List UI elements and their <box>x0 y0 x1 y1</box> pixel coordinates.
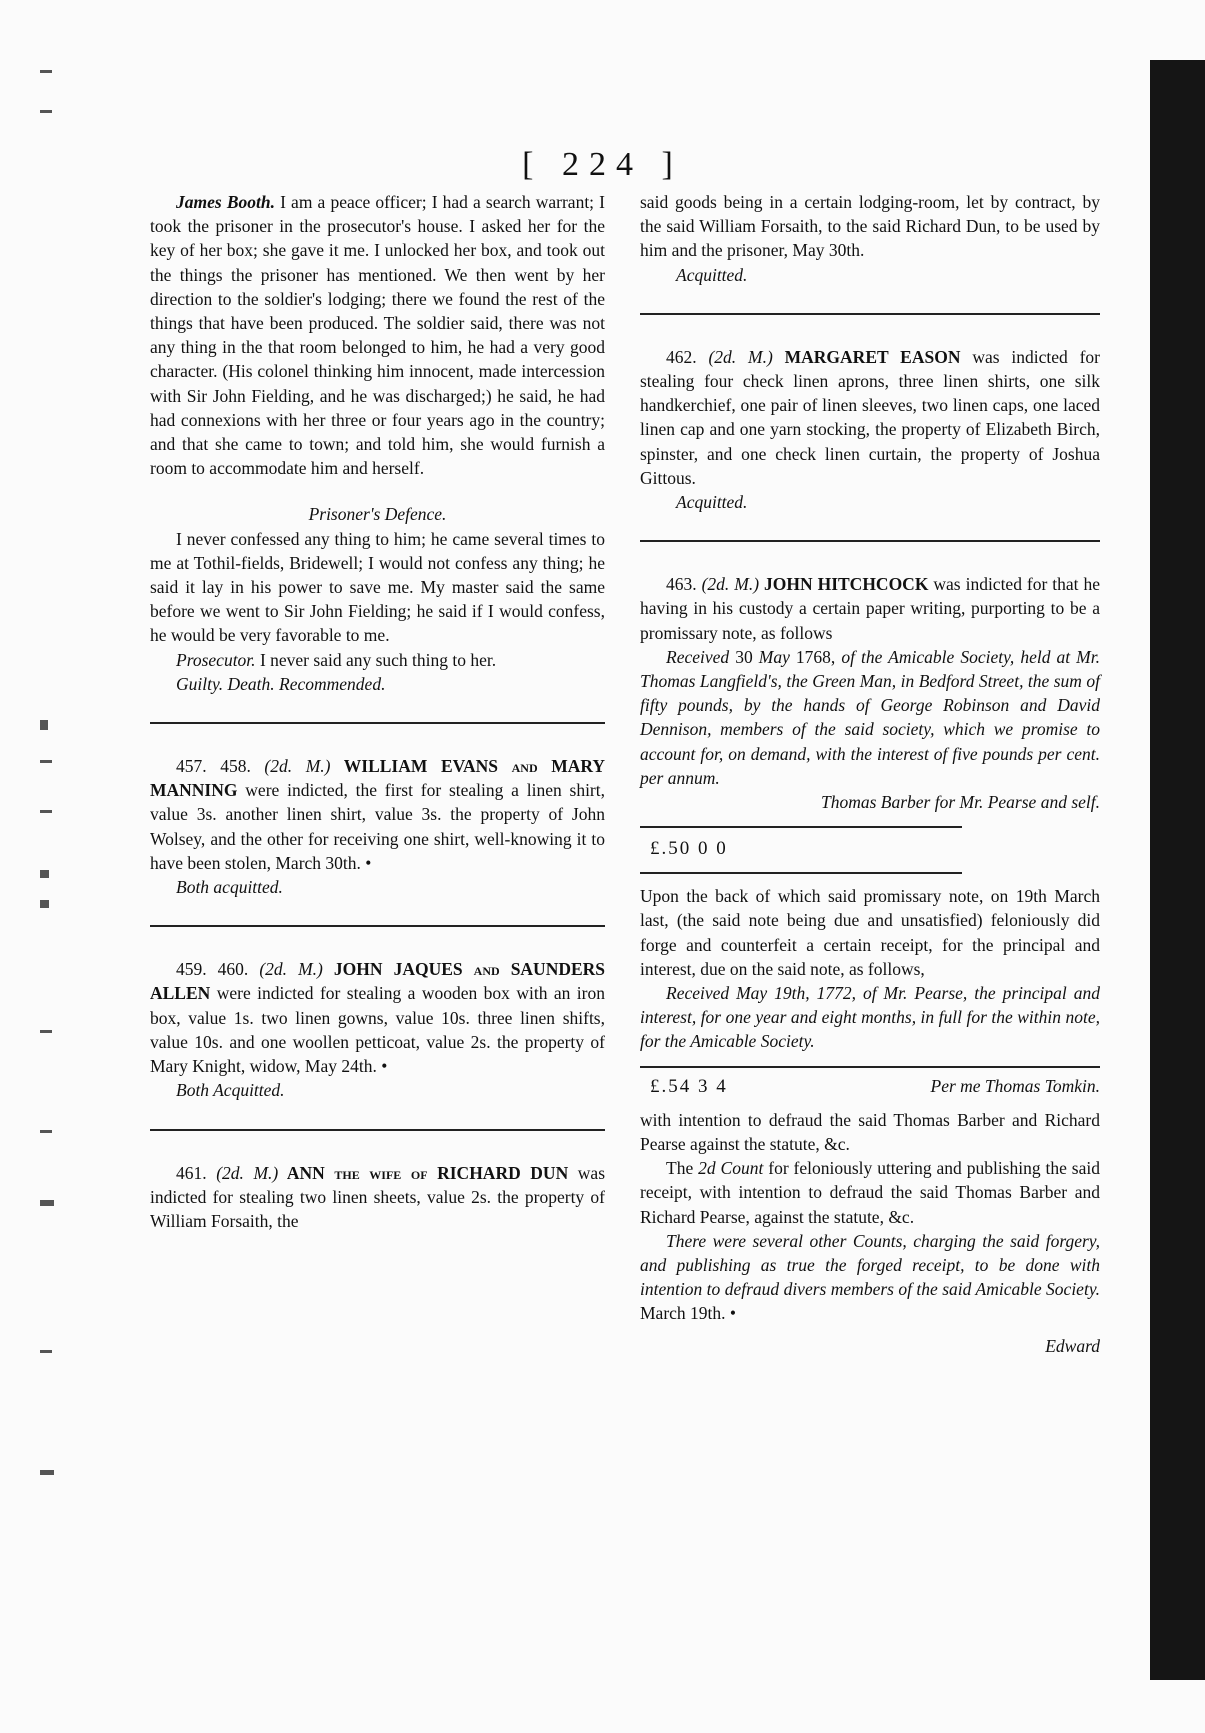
text-run: There were several other Counts, charging the said forgery, and publishing as true the forged receipt, to be done with intention to defraud divers members of the said Amicable Society. <box>640 1230 1100 1300</box>
second-count <box>640 1156 1100 1229</box>
receipt-amount: £.54 3 4 <box>650 1075 728 1097</box>
text-run: WILLIAM EVANS and MARY MANNING <box>150 756 606 801</box>
forged-receipt: Received May 19th, 1772, of Mr. Pearse, the principal and interest, for one year and eight months, in full for the within note, for the Amicable Society. <box>640 983 1100 1052</box>
receipt-amount-row <box>640 1066 1100 1098</box>
divider <box>150 1129 605 1131</box>
case-462 <box>640 345 1100 490</box>
text-run: James Booth. <box>176 192 275 212</box>
text-run: JOHN JAQUES and SAUNDERS ALLEN <box>150 959 606 1004</box>
text-run: JOHN HITCHCOCK <box>759 574 929 595</box>
verdict-acquitted-2: Acquitted. <box>676 492 748 513</box>
text-run: 462. <box>666 346 709 367</box>
divider <box>640 826 962 828</box>
note-amount: £.50 0 0 <box>650 838 728 860</box>
text-run: March 19th. • <box>640 1303 737 1324</box>
intent-text: with intention to defraud the said Thomas Barber and Richard Pearse against the statute, &c. <box>640 1109 1100 1154</box>
text-run: of the Amicable Society, held at Mr. Thomas Langfield's, the Green Man, in Bedford Street, the sum of fifty pounds, by the hands of George Robinson and David Dennison, members of the said society, which we promise to account for, on demand, with the interest of five pounds per cent. per annum. <box>640 646 1101 788</box>
divider <box>640 313 1100 315</box>
text-run: 2d Count <box>698 1158 764 1179</box>
text-run: 459. 460. <box>176 959 260 980</box>
prosecutor-label: Prosecutor. <box>176 649 256 670</box>
text-run: ANN the wife of RICHARD DUN <box>278 1162 569 1183</box>
text-run: (2d. M.) <box>216 1162 279 1183</box>
back-of-note: Upon the back of which said promissary note, on 19th March last, (the said note being due and unsatisfied) feloniously did forge and counterfeit a certain receipt, for the principal and interest, due on the said note, as follows, <box>640 886 1100 979</box>
case-461-continued <box>640 190 1100 263</box>
note-signature: Thomas Barber for Mr. Pearse and self. <box>820 792 1100 813</box>
case-459-460 <box>150 957 605 1078</box>
promissory-note <box>640 645 1100 790</box>
text-run: 463. <box>666 574 702 595</box>
case-461 <box>150 1161 605 1234</box>
text-run: Received <box>666 646 730 667</box>
verdict-both-acquitted: Both acquitted. <box>176 877 283 898</box>
text-run: May <box>758 646 790 667</box>
prosecutor-text: I never said any such thing to her. <box>255 649 497 670</box>
text-run: MARGARET EASON <box>772 346 961 367</box>
page-number: [ 224 ] <box>522 146 683 183</box>
text-run: 461. <box>176 1162 217 1183</box>
testimony-booth <box>150 190 605 480</box>
text-run: (2d. M.) <box>259 959 323 980</box>
prisoner-defence: I never confessed any thing to him; he came several times to me at Tothil-fields, Bridewell; I would not confess any thing; he said it lay in his power to save me. My master said the same before we went to Sir John Fielding; he said if I would confess, he would be very favorable to me. <box>150 528 605 646</box>
divider <box>150 925 605 927</box>
left-column <box>150 190 605 1233</box>
text-run: was indicted for stealing four check linen aprons, three linen shirts, one silk handkerchief, one pair of linen sleeves, two linen caps, one laced linen cap and one yarn stocking, the property of Elizabeth Birch, spinster, and one check linen curtain, the property of Joshua Gittous. <box>640 346 1100 488</box>
text-run: were indicted, the first for stealing a linen shirt, value 3s. another linen shirt, value 3s. the property of John Wolsey, and the other for receiving one shirt, well-knowing it to have been stolen, March 30th. • <box>150 780 605 873</box>
verdict-guilty: Guilty. Death. Recommended. <box>176 673 386 694</box>
right-column <box>640 190 1100 1358</box>
text-run: (2d. M.) <box>264 756 331 777</box>
divider <box>150 722 605 724</box>
text-run: 30 <box>729 646 759 667</box>
text-run: for feloniously uttering and publishing the said receipt, with intention to defraud the said Thomas Barber and Richard Pearse, against the statute, &c. <box>640 1158 1100 1227</box>
text-run: (2d. M.) <box>701 574 760 595</box>
prosecutor-reply <box>150 648 605 672</box>
receipt-signature: Per me Thomas Tomkin. <box>930 1075 1100 1096</box>
case-463 <box>640 572 1100 645</box>
text-run: 457. 458. <box>176 756 265 777</box>
text-run: was indicted for that he having in his custody a certain paper writing, purporting to be a promissary note, as follows <box>640 574 1100 643</box>
verdict-acquitted: Acquitted. <box>676 264 748 285</box>
text-run: were indicted for stealing a wooden box with an iron box, value 1s. two linen gowns, value 10s. three linen shifts, value 10s. and one woollen petticoat, value 2s. the property of Mary Knight, widow, May 24th. • <box>150 983 605 1077</box>
text-run: I am a peace officer; I had a search warrant; I took the prisoner in the prosecutor's house. I asked her for the key of her box; she gave it me. I unlocked her box, and took out the things the prisoner has mentioned. We then went by her direction to the soldier's lodging; there we found the rest of the things that have been produced. The soldier said, there was not any thing in the that room belonged to him, he had a very good character. (His colonel thinking him innocent, made intercession with Sir John Fielding, and he was discharged;) he said, he had had connexions with her three or four years ago in the country; and that she came to town; and told him, she would furnish a room to accommodate him and herself. <box>150 192 605 479</box>
page-edge-shadow <box>1150 60 1205 1680</box>
other-counts <box>640 1229 1100 1326</box>
text-run: said goods being in a certain lodging-room, let by contract, by the said William Forsaith, to the said Richard Dun, to be used by him and the prisoner, May 30th. <box>640 192 1100 261</box>
text-run: was indicted for stealing two linen sheets, value 2s. the property of William Forsaith, the <box>150 1162 606 1231</box>
divider <box>640 540 1100 542</box>
text-run: The <box>666 1158 699 1179</box>
defence-heading: Prisoner's Defence. <box>308 504 447 525</box>
text-run: (2d. M.) <box>708 346 773 367</box>
catchword: Edward <box>1045 1335 1100 1356</box>
verdict-both-acquitted-2: Both Acquitted. <box>176 1080 285 1101</box>
text-run: 1768, <box>789 646 842 667</box>
divider <box>640 872 962 874</box>
case-457-458 <box>150 754 605 875</box>
